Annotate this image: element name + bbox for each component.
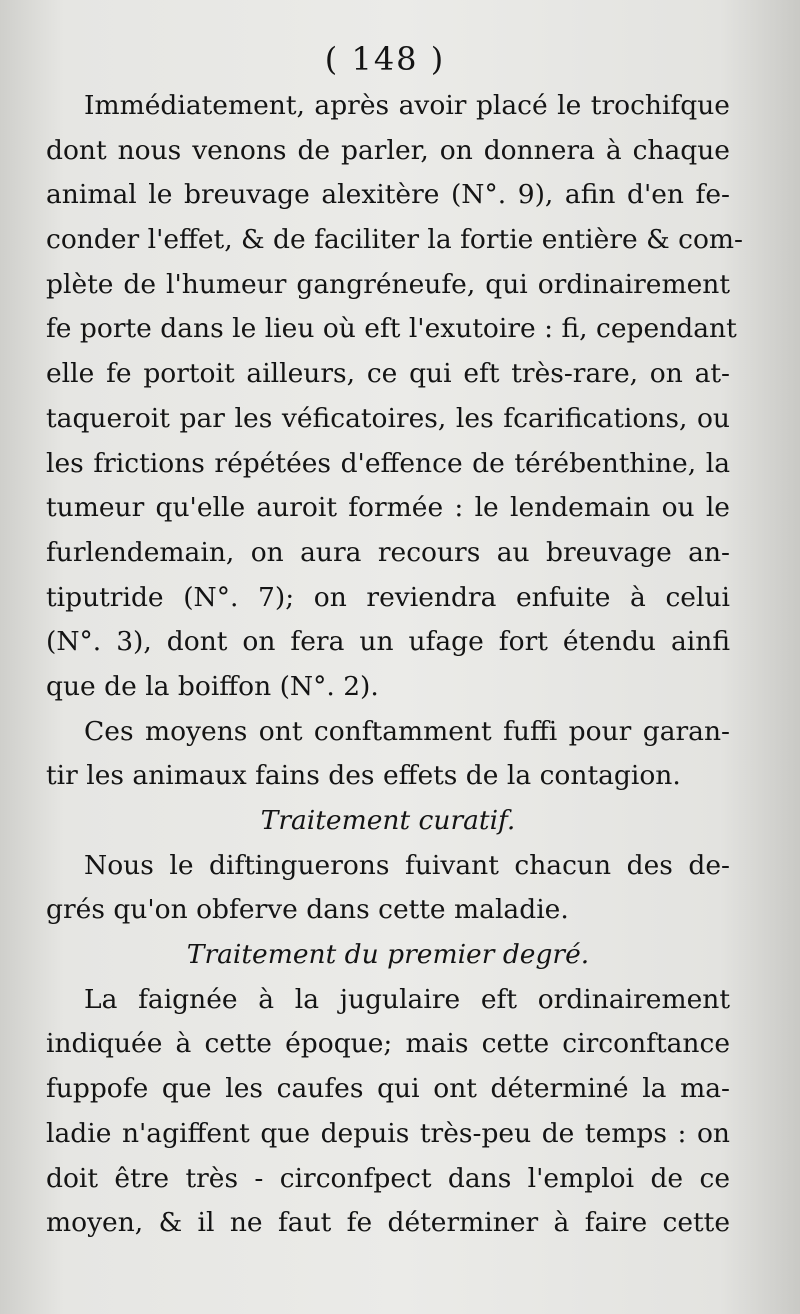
text-line: dont nous venons de parler, on donnera à chaque <box>46 134 730 166</box>
text-line: fuppofe que les caufes qui ont déterminé la ma- <box>46 1073 730 1105</box>
text-line: Ces moyens ont conftamment fuffi pour garan- <box>84 715 730 747</box>
text-line: conder l'effet, & de faciliter la fortie entière & com- <box>46 224 744 256</box>
text-line: (N°. 3), dont on fera un ufage fort étendu ainfi <box>46 626 730 658</box>
section-heading: Traitement du premier degré. <box>186 939 590 971</box>
paragraph-2 <box>46 710 730 799</box>
section-heading: Traitement curatif. <box>260 805 516 836</box>
paragraph-4 <box>46 978 730 1246</box>
text-line: ladie n'agiffent que depuis très-peu de temps : on <box>46 1117 730 1149</box>
page-text <box>46 84 744 1246</box>
text-line: tiputride (N°. 7); on reviendra enfuite à celui <box>46 581 730 613</box>
text-line: animal le breuvage alexitère (N°. 9), afin d'en fe- <box>46 179 730 211</box>
text-line: tir les animaux fains des effets de la contagion. <box>46 760 681 792</box>
text-line: doit être très - circonfpect dans l'emploi de ce <box>46 1162 730 1194</box>
text-line: les frictions répétées d'effence de térébenthine, la <box>46 447 730 479</box>
text-line: grés qu'on obferve dans cette maladie. <box>46 894 569 926</box>
text-line: fe porte dans le lieu où eft l'exutoire : fi, cependant <box>46 313 737 345</box>
text-line: tumeur qu'elle auroit formée : le lendemain ou le <box>46 492 730 524</box>
paragraph-3 <box>46 844 730 933</box>
text-line: La faignée à la jugulaire eft ordinairement <box>84 983 730 1015</box>
page-number: ( 148 ) <box>324 40 446 78</box>
text-line: Immédiatement, après avoir placé le trochifque <box>84 90 730 121</box>
text-line: taqueroit par les véficatoires, les fcarifications, ou <box>46 402 730 434</box>
text-line: indiquée à cette époque; mais cette circonftance <box>46 1028 730 1060</box>
text-line: moyen, & il ne faut fe déterminer à faire cette <box>46 1207 730 1239</box>
paragraph-1 <box>46 84 744 710</box>
text-line: que de la boiffon (N°. 2). <box>46 670 379 702</box>
text-line: elle fe portoit ailleurs, ce qui eft très-rare, on at- <box>46 358 730 390</box>
text-line: plète de l'humeur gangréneufe, qui ordinairement <box>46 268 730 300</box>
text-line: Nous le diftinguerons fuivant chacun des de- <box>84 849 730 881</box>
text-line: furlendemain, on aura recours au breuvage an- <box>46 536 730 568</box>
